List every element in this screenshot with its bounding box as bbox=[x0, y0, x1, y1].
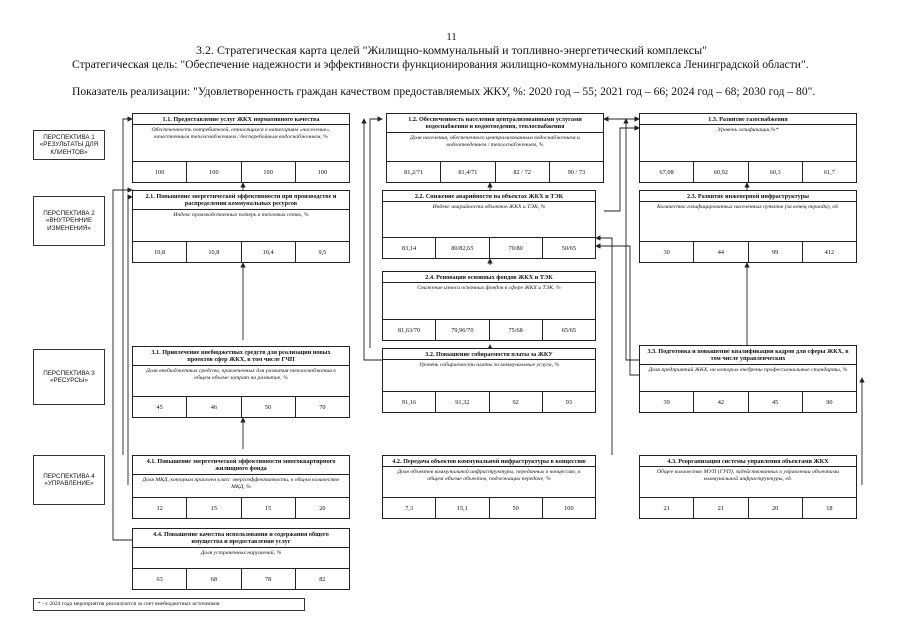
value-2021: 80/82,65 bbox=[435, 238, 488, 258]
value-2024: 99 bbox=[748, 242, 802, 262]
value-2024: 45 bbox=[748, 392, 802, 412]
value-2020: 21 bbox=[663, 504, 670, 512]
value-2030: 70 bbox=[295, 397, 349, 417]
value-2020: 39 bbox=[663, 398, 670, 406]
goal-indicator: Уровень газификации,%* bbox=[640, 124, 856, 136]
value-2021: 60,92 bbox=[693, 162, 747, 182]
goal-values bbox=[383, 391, 595, 412]
value-2021: 68 bbox=[186, 569, 240, 589]
value-2024: 10,4 bbox=[241, 242, 295, 262]
value-2024: 50 bbox=[241, 397, 295, 417]
value-2030: 90 bbox=[802, 392, 856, 412]
value-2030: 9,5 bbox=[295, 242, 349, 262]
value-2021: 42 bbox=[693, 392, 747, 412]
goal-box-3-1 bbox=[132, 346, 350, 418]
goal-indicator: Обеспеченность потребителей, относящихся к категориям «население», качественным теплоснабжением / бесперебойным водоснабжением, % bbox=[133, 124, 349, 143]
goal-values bbox=[133, 568, 349, 589]
value-2020: 12 bbox=[156, 504, 163, 512]
goal-indicator: Количество газифицированных населенных пунктов (за конец периода), ед. bbox=[640, 201, 856, 213]
goal-indicator: Индекс производственных потерь в тепловых сетях, % bbox=[133, 209, 349, 221]
value-2021: 15 bbox=[186, 498, 240, 518]
goal-title: 2.2. Снижение аварийности на объектах ЖКХ и ТЭК bbox=[414, 193, 564, 200]
goal-indicator: Уровень собираемости платы за коммунальные услуги, % bbox=[383, 359, 595, 371]
value-2020: 45 bbox=[156, 403, 163, 411]
goal-title: 3.2. Повышение собираемости платы за ЖКУ bbox=[425, 351, 553, 358]
value-2030: 100 bbox=[295, 162, 349, 182]
implementation-indicator: Показатель реализации: "Удовлетворенность граждан качеством предоставляемых ЖКУ, %: 2020 год – 55; 2021 год – 66; 2024 год – 68; 2030 год – 80". bbox=[72, 85, 816, 98]
goal-indicator: Общее количество МУП (ГУП), задействованных в управлении объектами коммунальной инфраструктуры, ед. bbox=[640, 466, 856, 485]
goal-box-4-2 bbox=[382, 455, 596, 519]
goal-box-2-2 bbox=[382, 190, 596, 259]
value-2024: 82 / 72 bbox=[495, 162, 549, 182]
goal-box-2-3 bbox=[639, 190, 857, 263]
value-2021: 79,96/70 bbox=[435, 320, 488, 340]
goal-title: 3.3. Подготовка и повышение квалификации кадров для сферы ЖКХ, в том числе управленческих bbox=[647, 348, 849, 363]
goal-values bbox=[387, 161, 603, 182]
value-2024: 75/68 bbox=[489, 320, 542, 340]
goal-indicator: Снижение износа основных фондов в сфере ЖКХ и ТЭК, % bbox=[383, 282, 595, 294]
goal-values bbox=[133, 241, 349, 262]
value-2030: 61,7 bbox=[802, 162, 856, 182]
goal-title: 1.1. Предоставление услуг ЖКХ нормативного качества bbox=[162, 116, 320, 123]
value-2021: 21 bbox=[693, 498, 747, 518]
value-2020: 81,2/71 bbox=[404, 168, 424, 176]
goal-title: 1.2. Обеспеченность населения централизованными услугами водоснабжения и водоотведения, теплоснабжения bbox=[408, 116, 582, 131]
value-2024: 92 bbox=[489, 392, 542, 412]
goal-box-3-2 bbox=[382, 348, 596, 413]
goal-title: 4.1. Повышение энергетической эффективности многоквартирного жилищного фонда bbox=[146, 458, 336, 473]
goal-values bbox=[133, 161, 349, 182]
perspective-2-label: ПЕРСПЕКТИВА 2 «ВНУТРЕННИЕ ИЗМЕНЕНИЯ» bbox=[33, 196, 105, 246]
value-2020: 30 bbox=[663, 248, 670, 256]
value-2030: 50/65 bbox=[542, 238, 595, 258]
goal-indicator: Доля внебюджетных средств, привлеченных для развития теплоснабжения в общем объеме затрат на развитие, % bbox=[133, 365, 349, 384]
goal-values bbox=[640, 161, 856, 182]
perspective-4-label: ПЕРСПЕКТИВА 4 «УПРАВЛЕНИЕ» bbox=[33, 455, 105, 505]
value-2024: 60,3 bbox=[748, 162, 802, 182]
perspective-1-label: ПЕРСПЕКТИВА 1 «РЕЗУЛЬТАТЫ ДЛЯ КЛИЕНТОВ» bbox=[33, 130, 105, 160]
goal-indicator: Индекс аварийности объектов ЖКХ и ТЭК, % bbox=[383, 201, 595, 213]
value-2020: 67,08 bbox=[659, 168, 674, 176]
perspective-3-label: ПЕРСПЕКТИВА 3 «РЕСУРСЫ» bbox=[33, 349, 105, 405]
value-2030: 100 bbox=[542, 498, 595, 518]
footnote: * - с 2024 года мероприятия реализуются за счет внебюджетных источников bbox=[33, 598, 305, 611]
value-2020: 63 bbox=[156, 575, 163, 583]
value-2024: 15 bbox=[241, 498, 295, 518]
value-2024: 50 bbox=[489, 498, 542, 518]
goal-values bbox=[383, 237, 595, 258]
goal-indicator: Доля населения, обеспеченного централизованным водоснабжением и водоотведением / теплоснабжением, % bbox=[387, 132, 603, 151]
value-2020: 81,63/70 bbox=[398, 326, 421, 334]
goal-box-1-1 bbox=[132, 113, 350, 183]
goal-indicator: Доля объектов коммунальной инфраструктуры, переданных в концессию, в общем объеме объектов, подлежащих передаче, % bbox=[383, 466, 595, 485]
goal-values bbox=[133, 396, 349, 417]
goal-values bbox=[640, 497, 856, 518]
goal-indicator: Доля МКД, которым присвоен класс энергоэффективности, в общем количестве МКД, % bbox=[133, 474, 349, 493]
goal-title: 4.3. Реорганизация системы управления объектами ЖКХ bbox=[667, 458, 829, 465]
value-2030: 18 bbox=[802, 498, 856, 518]
value-2030: 82 bbox=[295, 569, 349, 589]
value-2020: 7,3 bbox=[405, 504, 414, 512]
goal-title: 4.4. Повышение качества использования и содержания общего имущества и предоставления услуг bbox=[153, 531, 329, 546]
value-2021: 100 bbox=[186, 162, 240, 182]
value-2030: 93 bbox=[542, 392, 595, 412]
value-2024: 70/80 bbox=[489, 238, 542, 258]
goal-values bbox=[383, 497, 595, 518]
value-2024: 100 bbox=[241, 162, 295, 182]
value-2020: 91,16 bbox=[402, 398, 417, 406]
goal-title: 4.2. Передача объектов коммунальной инфраструктуры в концессию bbox=[392, 458, 586, 465]
goal-title: 3.1. Привлечение внебюджетных средств для реализации новых проектов сфер ЖКХ, в том числе ГЧП bbox=[151, 349, 331, 364]
page-number: 11 bbox=[446, 31, 457, 43]
goal-values bbox=[640, 391, 856, 412]
value-2030: 412 bbox=[802, 242, 856, 262]
goal-title: 1.3. Развитие газоснабжения bbox=[708, 116, 788, 123]
goal-box-4-1 bbox=[132, 455, 350, 519]
goal-box-2-1 bbox=[132, 190, 350, 263]
value-2024: 78 bbox=[241, 569, 295, 589]
value-2024: 20 bbox=[748, 498, 802, 518]
map-heading: 3.2. Стратегическая карта целей "Жилищно-коммунальный и топливно-энергетический комплексы" bbox=[195, 43, 708, 57]
value-2021: 81,4/71 bbox=[440, 162, 494, 182]
value-2030: 20 bbox=[295, 498, 349, 518]
goal-values bbox=[383, 319, 595, 340]
value-2021: 15,1 bbox=[435, 498, 488, 518]
goal-box-1-2 bbox=[386, 113, 604, 183]
goal-box-4-3 bbox=[639, 455, 857, 519]
strategic-goal: Стратегическая цель: "Обеспечение надежности и эффективности функционирования жилищно-коммунального комплекса Ленинградской области". bbox=[72, 58, 809, 71]
value-2030: 65/65 bbox=[542, 320, 595, 340]
goal-title: 2.4. Реновация основных фондов ЖКХ и ТЭК bbox=[425, 274, 553, 281]
goal-box-4-4 bbox=[132, 528, 350, 590]
goal-box-2-4 bbox=[382, 271, 596, 341]
goal-values bbox=[640, 241, 856, 262]
goal-box-3-3 bbox=[639, 345, 857, 413]
goal-indicator: Доля устраненных нарушений, % bbox=[133, 547, 349, 559]
value-2020: 83,14 bbox=[402, 244, 417, 252]
value-2020: 100 bbox=[154, 168, 165, 176]
goal-values bbox=[133, 497, 349, 518]
value-2021: 46 bbox=[186, 397, 240, 417]
value-2020: 10,8 bbox=[154, 248, 166, 256]
goal-title: 2.3. Развитие инженерной инфраструктуры bbox=[687, 193, 809, 200]
value-2021: 10,8 bbox=[186, 242, 240, 262]
goal-title: 2.1. Повышение энергетической эффективности при производстве и распределении коммунальных ресурсов bbox=[145, 193, 337, 208]
goal-indicator: Доля предприятий ЖКХ, на которых внедрены профессиональные стандарты, % bbox=[640, 364, 856, 376]
goal-box-1-3 bbox=[639, 113, 857, 183]
value-2030: 90 / 73 bbox=[549, 162, 603, 182]
value-2021: 44 bbox=[693, 242, 747, 262]
value-2021: 91,32 bbox=[435, 392, 488, 412]
